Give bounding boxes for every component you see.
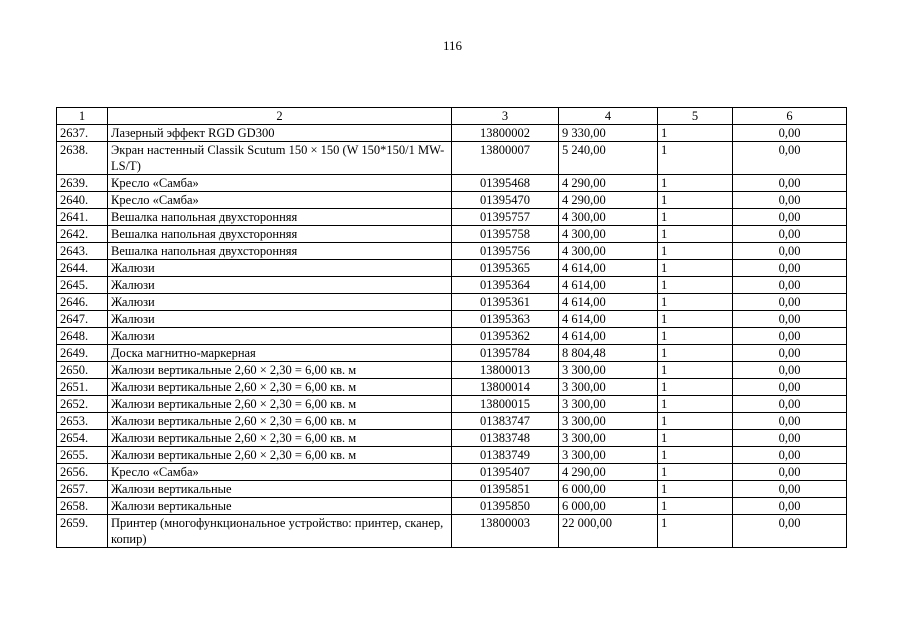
row-number: 2642. (57, 226, 108, 243)
residual-value: 0,00 (733, 362, 847, 379)
table-row (57, 277, 847, 294)
item-quantity: 1 (658, 209, 733, 226)
residual-value: 0,00 (733, 396, 847, 413)
table-row (57, 396, 847, 413)
item-price: 4 614,00 (559, 328, 658, 345)
residual-value: 0,00 (733, 379, 847, 396)
inventory-code: 01395362 (452, 328, 559, 345)
item-price: 3 300,00 (559, 413, 658, 430)
column-header: 3 (452, 108, 559, 125)
item-name: Кресло «Самба» (108, 175, 452, 192)
row-number: 2656. (57, 464, 108, 481)
item-price: 8 804,48 (559, 345, 658, 362)
table-row (57, 243, 847, 260)
item-price: 4 290,00 (559, 192, 658, 209)
item-quantity: 1 (658, 243, 733, 260)
row-number: 2648. (57, 328, 108, 345)
item-quantity: 1 (658, 498, 733, 515)
inventory-code: 13800014 (452, 379, 559, 396)
item-quantity: 1 (658, 175, 733, 192)
item-quantity: 1 (658, 328, 733, 345)
row-number: 2647. (57, 311, 108, 328)
residual-value: 0,00 (733, 175, 847, 192)
item-quantity: 1 (658, 447, 733, 464)
residual-value: 0,00 (733, 447, 847, 464)
item-quantity: 1 (658, 125, 733, 142)
item-quantity: 1 (658, 379, 733, 396)
item-name: Жалюзи вертикальные 2,60 × 2,30 = 6,00 кв. м (108, 447, 452, 464)
inventory-code: 13800003 (452, 515, 559, 548)
item-price: 4 300,00 (559, 243, 658, 260)
item-name: Кресло «Самба» (108, 192, 452, 209)
row-number: 2652. (57, 396, 108, 413)
page-number: 116 (442, 38, 463, 53)
row-number: 2657. (57, 481, 108, 498)
table-row (57, 498, 847, 515)
column-header: 2 (108, 108, 452, 125)
residual-value: 0,00 (733, 294, 847, 311)
item-price: 4 300,00 (559, 226, 658, 243)
table-row (57, 175, 847, 192)
inventory-code: 01395756 (452, 243, 559, 260)
residual-value: 0,00 (733, 142, 847, 175)
table-row (57, 447, 847, 464)
table-row (57, 192, 847, 209)
item-name: Доска магнитно-маркерная (108, 345, 452, 362)
item-name: Вешалка напольная двухсторонняя (108, 226, 452, 243)
row-number: 2659. (57, 515, 108, 548)
row-number: 2649. (57, 345, 108, 362)
residual-value: 0,00 (733, 209, 847, 226)
table-row (57, 515, 847, 548)
table-row (57, 328, 847, 345)
residual-value: 0,00 (733, 464, 847, 481)
table-row (57, 125, 847, 142)
row-number: 2640. (57, 192, 108, 209)
residual-value: 0,00 (733, 192, 847, 209)
item-quantity: 1 (658, 192, 733, 209)
item-name: Жалюзи вертикальные 2,60 × 2,30 = 6,00 кв. м (108, 413, 452, 430)
item-price: 9 330,00 (559, 125, 658, 142)
inventory-code: 01395468 (452, 175, 559, 192)
table-row (57, 345, 847, 362)
item-quantity: 1 (658, 294, 733, 311)
inventory-code: 01395758 (452, 226, 559, 243)
item-quantity: 1 (658, 311, 733, 328)
inventory-code: 01395363 (452, 311, 559, 328)
item-name: Вешалка напольная двухсторонняя (108, 209, 452, 226)
item-price: 6 000,00 (559, 481, 658, 498)
row-number: 2651. (57, 379, 108, 396)
row-number: 2644. (57, 260, 108, 277)
row-number: 2655. (57, 447, 108, 464)
item-price: 4 290,00 (559, 464, 658, 481)
table-row (57, 430, 847, 447)
item-name: Жалюзи (108, 311, 452, 328)
item-price: 4 614,00 (559, 294, 658, 311)
residual-value: 0,00 (733, 498, 847, 515)
item-name: Жалюзи (108, 277, 452, 294)
row-number: 2645. (57, 277, 108, 294)
item-quantity: 1 (658, 464, 733, 481)
item-price: 22 000,00 (559, 515, 658, 548)
inventory-code: 13800015 (452, 396, 559, 413)
item-price: 4 614,00 (559, 311, 658, 328)
item-name: Вешалка напольная двухсторонняя (108, 243, 452, 260)
item-name: Жалюзи (108, 260, 452, 277)
item-name: Жалюзи (108, 328, 452, 345)
table-row (57, 379, 847, 396)
item-price: 4 290,00 (559, 175, 658, 192)
residual-value: 0,00 (733, 277, 847, 294)
item-name: Жалюзи вертикальные (108, 498, 452, 515)
item-name: Жалюзи (108, 294, 452, 311)
item-quantity: 1 (658, 260, 733, 277)
column-header: 4 (559, 108, 658, 125)
header-row (57, 108, 847, 125)
item-price: 4 614,00 (559, 260, 658, 277)
table-body (57, 125, 847, 548)
table-row (57, 226, 847, 243)
row-number: 2637. (57, 125, 108, 142)
item-name: Принтер (многофункциональное устройство: принтер, сканер, копир) (108, 515, 452, 548)
inventory-code: 01383749 (452, 447, 559, 464)
table-row (57, 260, 847, 277)
inventory-table (56, 107, 847, 548)
row-number: 2641. (57, 209, 108, 226)
item-name: Жалюзи вертикальные 2,60 × 2,30 = 6,00 кв. м (108, 362, 452, 379)
item-name: Кресло «Самба» (108, 464, 452, 481)
row-number: 2650. (57, 362, 108, 379)
item-quantity: 1 (658, 430, 733, 447)
inventory-code: 01395365 (452, 260, 559, 277)
item-quantity: 1 (658, 515, 733, 548)
inventory-code: 01383748 (452, 430, 559, 447)
residual-value: 0,00 (733, 125, 847, 142)
item-quantity: 1 (658, 345, 733, 362)
inventory-code: 01395851 (452, 481, 559, 498)
inventory-code: 13800013 (452, 362, 559, 379)
residual-value: 0,00 (733, 481, 847, 498)
item-price: 3 300,00 (559, 362, 658, 379)
residual-value: 0,00 (733, 413, 847, 430)
item-price: 4 300,00 (559, 209, 658, 226)
item-name: Экран настенный Classik Scutum 150 × 150 (W 150*150/1 MW-LS/T) (108, 142, 452, 175)
inventory-code: 01395470 (452, 192, 559, 209)
residual-value: 0,00 (733, 328, 847, 345)
residual-value: 0,00 (733, 430, 847, 447)
item-price: 3 300,00 (559, 396, 658, 413)
inventory-code: 01395364 (452, 277, 559, 294)
residual-value: 0,00 (733, 260, 847, 277)
table-row (57, 362, 847, 379)
residual-value: 0,00 (733, 311, 847, 328)
item-price: 6 000,00 (559, 498, 658, 515)
residual-value: 0,00 (733, 345, 847, 362)
inventory-code: 01395407 (452, 464, 559, 481)
item-name: Жалюзи вертикальные 2,60 × 2,30 = 6,00 кв. м (108, 379, 452, 396)
item-name: Жалюзи вертикальные (108, 481, 452, 498)
table-row (57, 311, 847, 328)
item-quantity: 1 (658, 481, 733, 498)
item-quantity: 1 (658, 396, 733, 413)
item-quantity: 1 (658, 362, 733, 379)
inventory-code: 01395361 (452, 294, 559, 311)
inventory-code: 01395757 (452, 209, 559, 226)
item-quantity: 1 (658, 413, 733, 430)
table-row (57, 294, 847, 311)
item-quantity: 1 (658, 142, 733, 175)
row-number: 2639. (57, 175, 108, 192)
table-row (57, 142, 847, 175)
row-number: 2654. (57, 430, 108, 447)
table-row (57, 464, 847, 481)
residual-value: 0,00 (733, 226, 847, 243)
item-price: 3 300,00 (559, 447, 658, 464)
row-number: 2653. (57, 413, 108, 430)
item-name: Жалюзи вертикальные 2,60 × 2,30 = 6,00 кв. м (108, 396, 452, 413)
column-header: 6 (733, 108, 847, 125)
item-name: Лазерный эффект RGD GD300 (108, 125, 452, 142)
inventory-code: 13800007 (452, 142, 559, 175)
row-number: 2646. (57, 294, 108, 311)
column-header: 5 (658, 108, 733, 125)
row-number: 2638. (57, 142, 108, 175)
column-header: 1 (57, 108, 108, 125)
inventory-code: 13800002 (452, 125, 559, 142)
residual-value: 0,00 (733, 243, 847, 260)
inventory-code: 01395850 (452, 498, 559, 515)
item-quantity: 1 (658, 226, 733, 243)
table-row (57, 481, 847, 498)
table-row (57, 413, 847, 430)
residual-value: 0,00 (733, 515, 847, 548)
item-name: Жалюзи вертикальные 2,60 × 2,30 = 6,00 кв. м (108, 430, 452, 447)
row-number: 2643. (57, 243, 108, 260)
row-number: 2658. (57, 498, 108, 515)
item-price: 5 240,00 (559, 142, 658, 175)
item-price: 4 614,00 (559, 277, 658, 294)
item-price: 3 300,00 (559, 379, 658, 396)
table-row (57, 209, 847, 226)
inventory-code: 01395784 (452, 345, 559, 362)
item-price: 3 300,00 (559, 430, 658, 447)
inventory-code: 01383747 (452, 413, 559, 430)
item-quantity: 1 (658, 277, 733, 294)
